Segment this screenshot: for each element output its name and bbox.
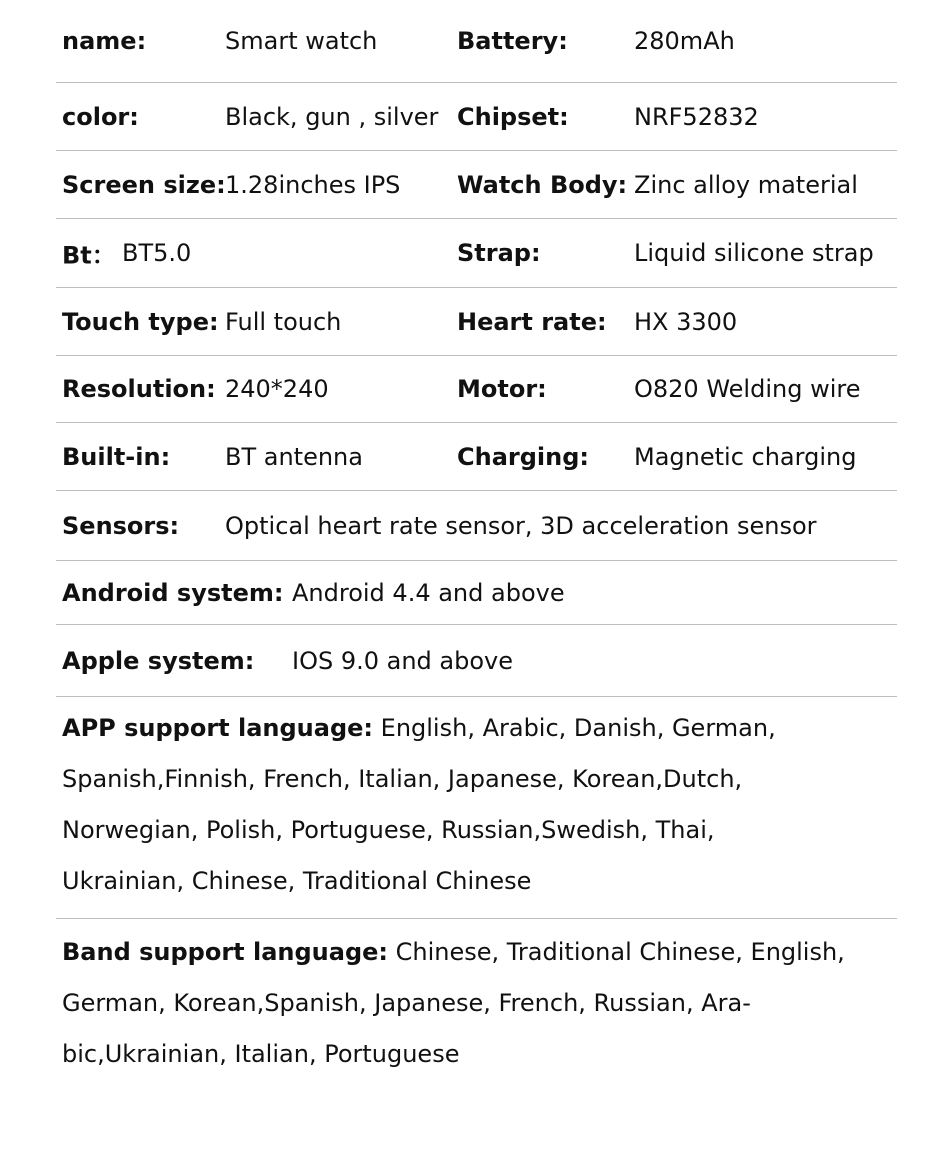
spec-value: O820 Welding wire bbox=[634, 375, 861, 403]
spec-label: Battery: bbox=[457, 27, 568, 55]
app-language-text: English, Arabic, Danish, German, bbox=[380, 714, 776, 742]
spec-label: Android system: bbox=[62, 578, 284, 607]
spec-label: Screen size: bbox=[62, 170, 226, 199]
spec-row-android bbox=[56, 561, 897, 625]
band-language-text: Chinese, Traditional Chinese, English, bbox=[395, 938, 845, 966]
app-language-block bbox=[56, 697, 897, 919]
spec-label: Chipset: bbox=[457, 102, 569, 131]
spec-value: HX 3300 bbox=[634, 307, 738, 336]
app-language-line: Norwegian, Polish, Portuguese, Russian,Swedish, Thai, bbox=[62, 816, 715, 844]
spec-label: Sensors: bbox=[62, 511, 180, 540]
band-language-block bbox=[56, 919, 897, 1079]
spec-value: Magnetic charging bbox=[634, 442, 857, 471]
spec-label: Charging: bbox=[457, 442, 589, 471]
spec-label: color: bbox=[62, 102, 139, 131]
band-language-label: Band support language: bbox=[62, 938, 389, 966]
spec-value: Zinc alloy material bbox=[634, 170, 858, 199]
spec-value: Liquid silicone strap bbox=[634, 239, 874, 267]
band-language-line: bic,Ukrainian, Italian, Portuguese bbox=[62, 1040, 460, 1068]
spec-value: 280mAh bbox=[634, 27, 735, 55]
spec-label: Watch Body: bbox=[457, 170, 628, 199]
spec-value: 1.28inches IPS bbox=[225, 170, 401, 199]
app-language-label: APP support language: bbox=[62, 714, 374, 742]
app-language-line bbox=[62, 703, 891, 754]
spec-value: 240*240 bbox=[225, 375, 329, 403]
spec-label: name: bbox=[62, 27, 147, 55]
spec-value: Android 4.4 and above bbox=[292, 578, 565, 607]
spec-value: BT antenna bbox=[225, 442, 363, 471]
spec-row-apple bbox=[56, 625, 897, 697]
spec-label: Touch type: bbox=[62, 307, 219, 336]
spec-row-sensors bbox=[56, 491, 897, 561]
spec-value: NRF52832 bbox=[634, 102, 759, 131]
app-language-line: Spanish,Finnish, French, Italian, Japanese, Korean,Dutch, bbox=[62, 765, 743, 793]
spec-row-builtin bbox=[56, 423, 897, 491]
spec-value: Full touch bbox=[225, 307, 342, 336]
spec-row-color bbox=[56, 83, 897, 151]
app-language-line: Ukrainian, Chinese, Traditional Chinese bbox=[62, 867, 532, 895]
spec-sheet bbox=[56, 0, 897, 1079]
spec-label: Strap: bbox=[457, 239, 541, 267]
spec-value: BT5.0 bbox=[122, 239, 192, 267]
spec-row-resolution bbox=[56, 356, 897, 423]
spec-value: Optical heart rate sensor, 3D acceleration sensor bbox=[225, 511, 817, 540]
spec-value: Black, gun , silver bbox=[225, 102, 439, 131]
spec-row-name bbox=[56, 0, 897, 83]
spec-label: Built-in: bbox=[62, 442, 171, 471]
spec-value: Smart watch bbox=[225, 27, 378, 55]
spec-row-screen bbox=[56, 151, 897, 219]
spec-label: Resolution: bbox=[62, 375, 216, 403]
spec-label: Heart rate: bbox=[457, 307, 607, 336]
spec-value: IOS 9.0 and above bbox=[292, 646, 514, 675]
spec-row-touch bbox=[56, 288, 897, 356]
spec-row-bt bbox=[56, 219, 897, 288]
band-language-line: German, Korean,Spanish, Japanese, French, Russian, Ara- bbox=[62, 989, 751, 1017]
spec-label: Apple system: bbox=[62, 646, 255, 675]
spec-label: Motor: bbox=[457, 375, 547, 403]
band-language-line bbox=[62, 927, 891, 978]
spec-label: Bt： bbox=[62, 241, 116, 270]
